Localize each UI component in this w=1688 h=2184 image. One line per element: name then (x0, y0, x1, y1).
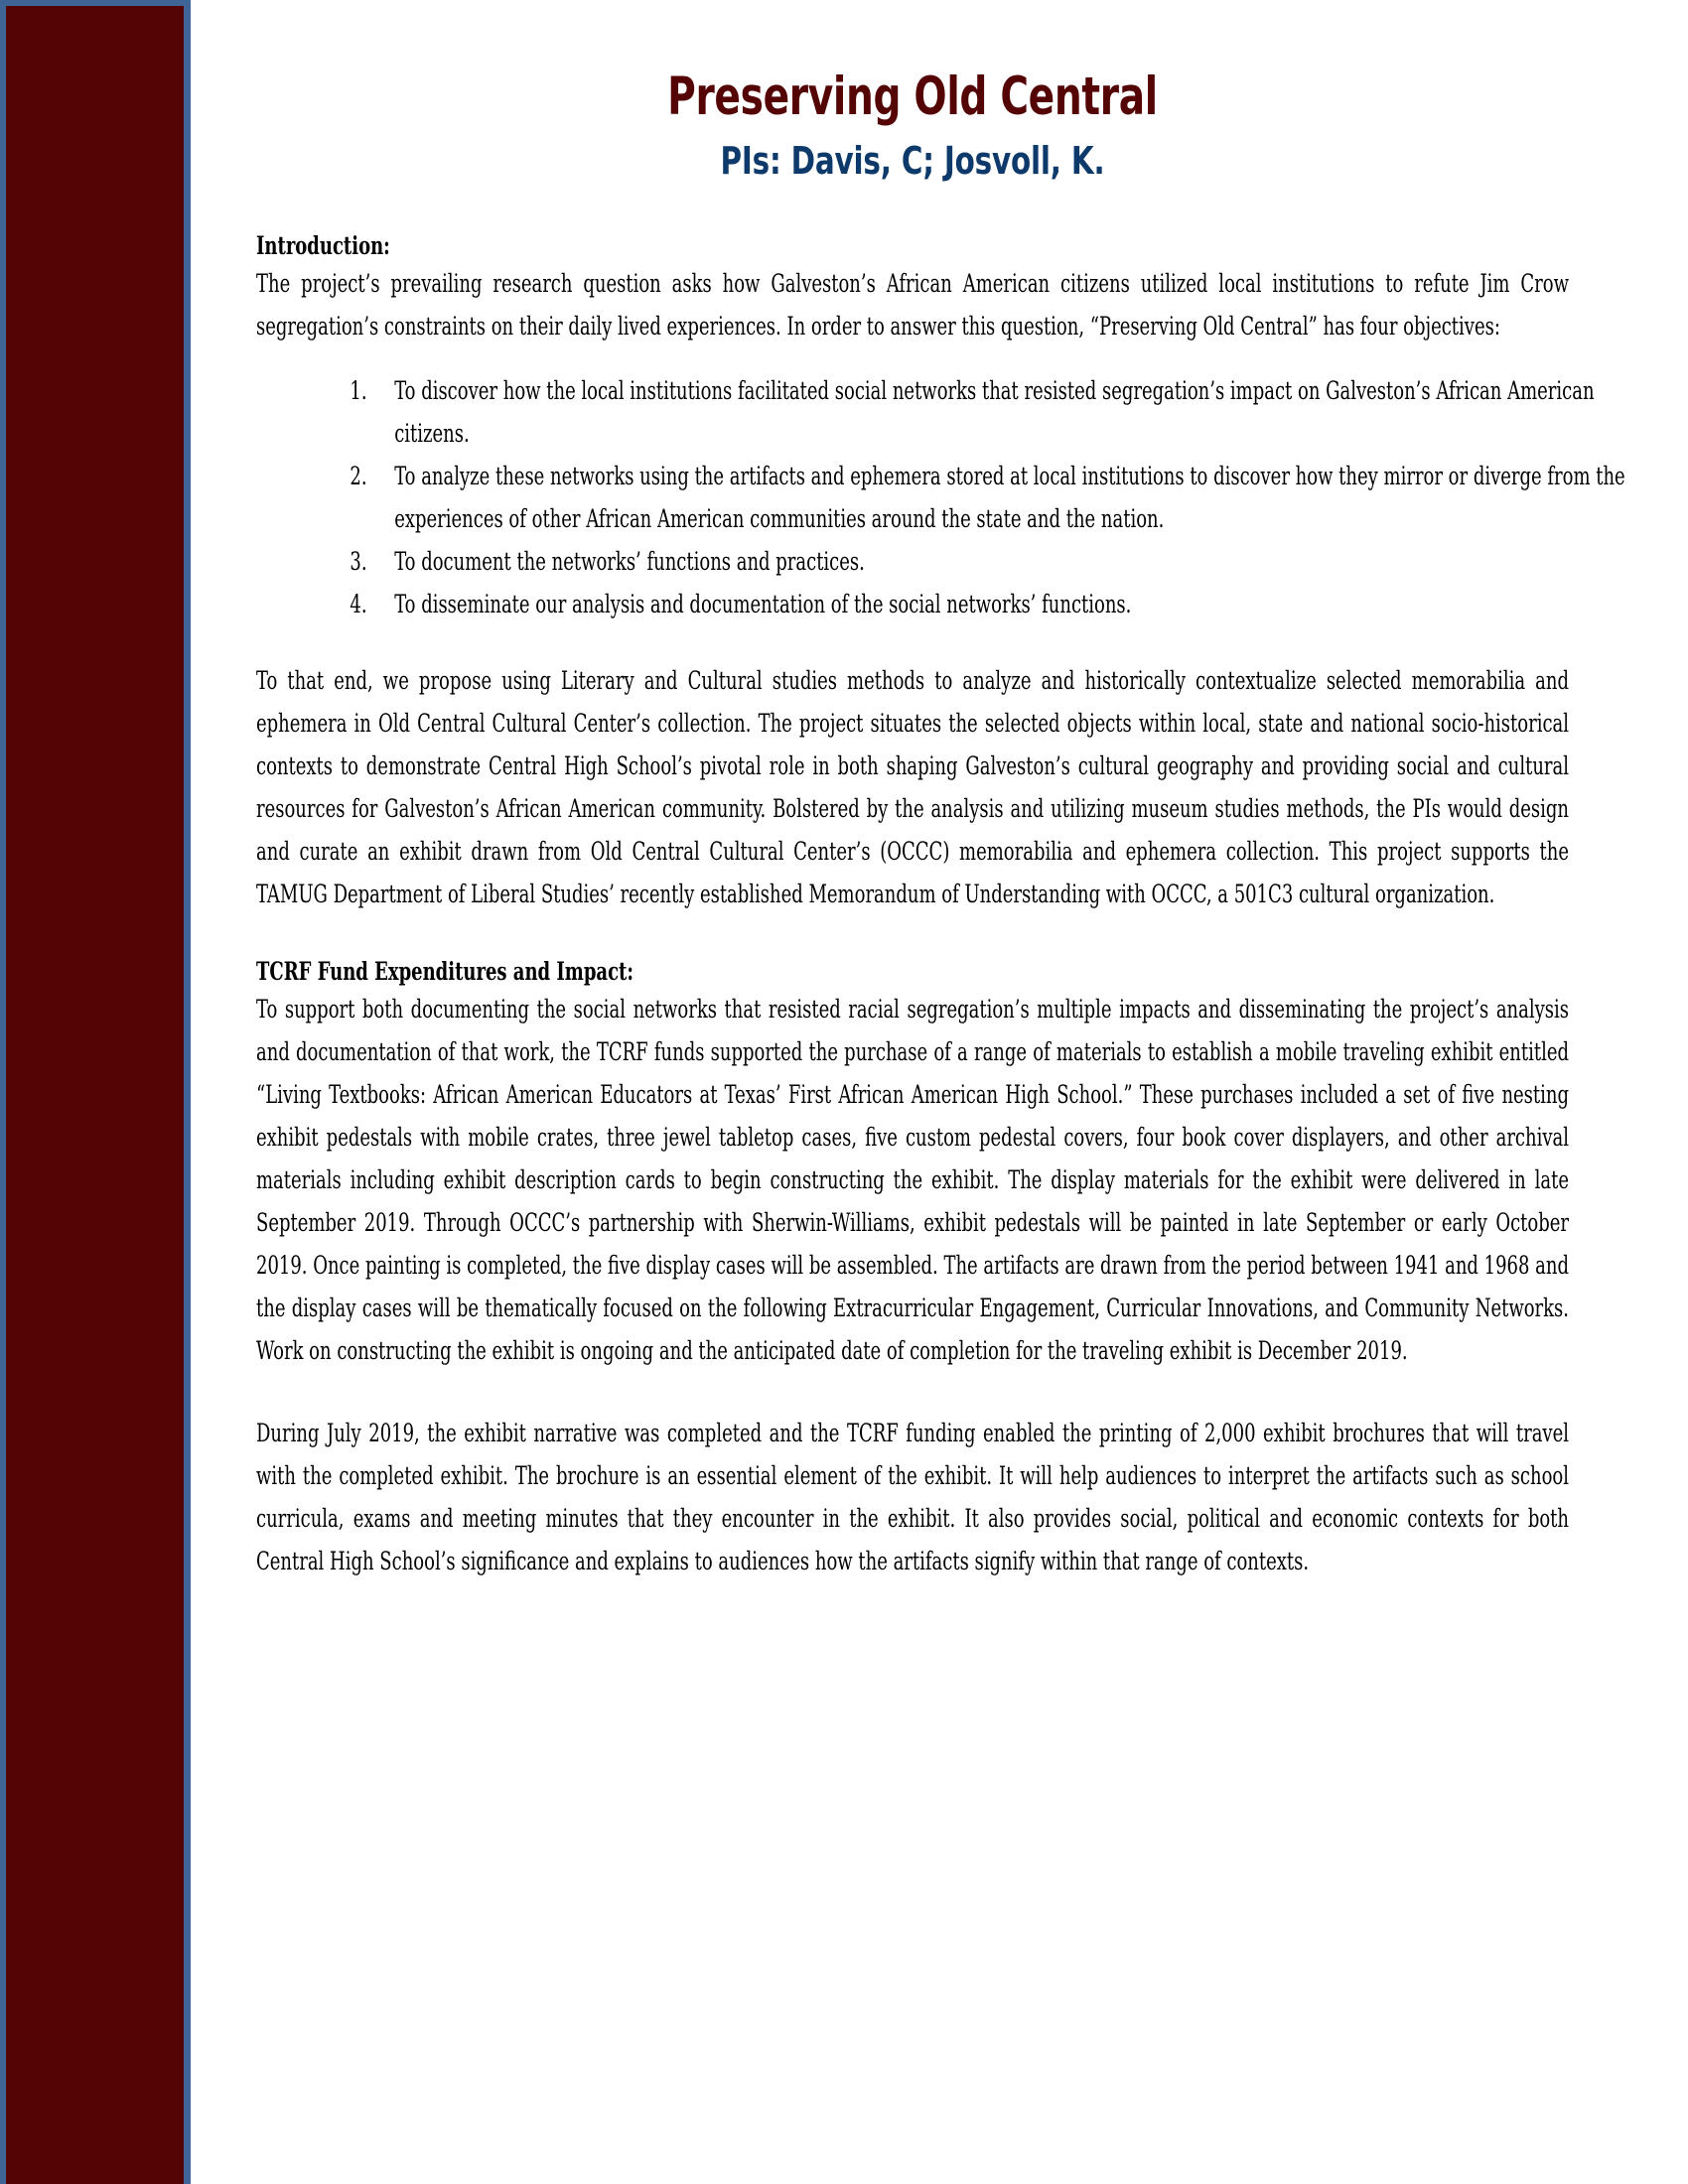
spacer-before-tcrf-section (256, 915, 1569, 955)
spacer-before-objectives (256, 347, 1569, 369)
list-item: To document the networks’ functions and practices. (394, 546, 865, 576)
introduction-heading: Introduction: (256, 230, 390, 260)
section-tcrf-fund-expenditures (256, 955, 1569, 1582)
decorative-left-band-fill (6, 6, 184, 2184)
list-item: To analyze these networks using the artifacts and ephemera stored at local institutions to discover how they mirror or diverge from the experiences of other African American communities around the state and the nation. (394, 461, 1625, 533)
objectives-list (256, 369, 1662, 625)
list-item: To discover how the local institutions facilitated social networks that resisted segregation’s impact on Galveston’s African American citizens. (394, 375, 1595, 448)
page-subtitle-principal-investigators: PIs: Davis, C; Josvoll, K. (720, 138, 1105, 183)
list-item: To disseminate our analysis and documentation of the social networks’ functions. (394, 589, 1132, 618)
introduction-paragraph: The project’s prevailing research question asks how Galveston’s African American citizens utilized local institutions to refute Jim Crow segregation’s constraints on their daily lived experiences. In order to answer this question, “Preserving Old Central” has four objectives: (256, 268, 1569, 341)
spacer-before-introduction (256, 182, 1569, 229)
decorative-left-band (0, 0, 191, 2184)
document-page (191, 0, 1688, 2184)
document-content (256, 0, 1625, 1582)
tcrf-paragraph-1: To support both documenting the social networks that resisted racial segregation’s multiple impacts and disseminating the project’s analysis and documentation of that work, the TCRF funds supported the purchase of a range of materials to establish a mobile traveling exhibit entitled “Living Textbooks: African American Educators at Texas’ First African American High School.” These purchases included a set of five nesting exhibit pedestals with mobile crates, three jewel tabletop cases, five custom pedestal covers, four book cover displayers, and other archival materials including exhibit description cards to begin constructing the exhibit. The display materials for the exhibit were delivered in late September 2019. Through OCCC’s partnership with Sherwin-Williams, exhibit pedestals will be painted in late September or early October 2019. Once painting is completed, the five display cases will be assembled. The artifacts are drawn from the period between 1941 and 1968 and the display cases will be thematically focused on the following Extracurricular Engagement, Curricular Innovations, and Community Networks. Work on constructing the exhibit is ongoing and the anticipated date of completion for the traveling exhibit is December 2019. (256, 994, 1569, 1365)
introduction-closing-paragraph: To that end, we propose using Literary and Cultural studies methods to analyze and historically contextualize selected memorabilia and ephemera in Old Central Cultural Center’s collection. The project situates the selected objects within local, state and national socio-historical contexts to demonstrate Central High School’s pivotal role in both shaping Galveston’s cultural geography and providing social and cultural resources for Galveston’s African American community. Bolstered by the analysis and utilizing museum studies methods, the PIs would design and curate an exhibit drawn from Old Central Cultural Center’s (OCCC) memorabilia and ephemera collection. This project supports the TAMUG Department of Liberal Studies’ recently established Memorandum of Understanding with OCCC, a 501C3 cultural organization. (256, 665, 1569, 908)
spacer-after-objectives (256, 625, 1569, 659)
section-introduction (256, 229, 1625, 915)
spacer-between-tcrf-paragraphs (256, 1372, 1569, 1412)
page-title: Preserving Old Central (667, 67, 1158, 127)
tcrf-paragraph-2: During July 2019, the exhibit narrative was completed and the TCRF funding enabled the printing of 2,000 exhibit brochures that will travel with the completed exhibit. The brochure is an essential element of the exhibit. It will help audiences to interpret the artifacts such as school curricula, exams and meeting minutes that they encounter in the exhibit. It also provides social, political and economic contexts for both Central High School’s significance and explains to audiences how the artifacts signify within that range of contexts. (256, 1418, 1569, 1575)
tcrf-heading: TCRF Fund Expenditures and Impact: (256, 956, 633, 986)
